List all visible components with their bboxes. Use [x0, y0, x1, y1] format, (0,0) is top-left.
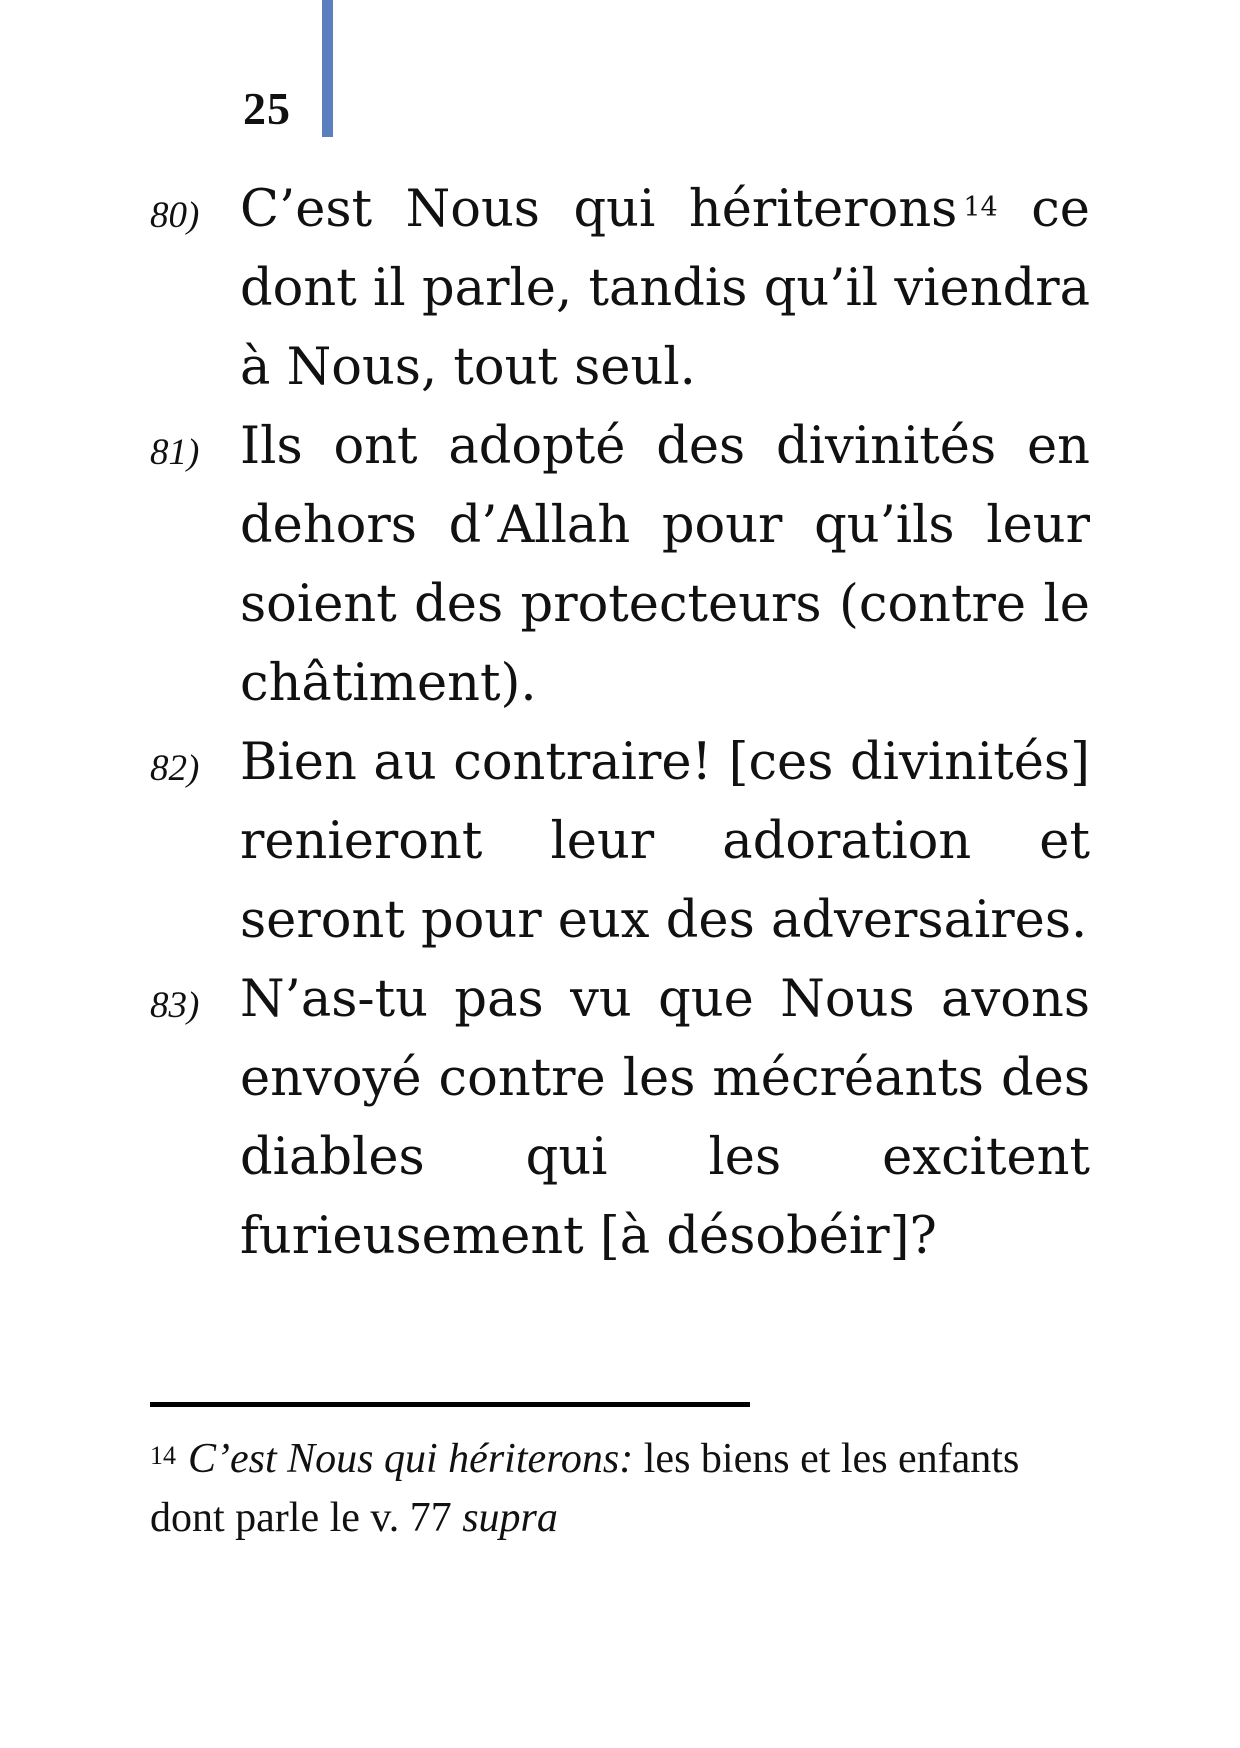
footnote — [150, 1430, 1070, 1548]
verse-number: 81) — [150, 432, 200, 473]
verse-82 — [150, 723, 1090, 960]
verse-number: 82) — [150, 748, 200, 789]
footnote-reference[interactable]: 14 — [963, 192, 998, 223]
verse-number: 83) — [150, 985, 200, 1026]
verse-number: 80) — [150, 195, 200, 236]
verse-text — [240, 170, 1090, 407]
verse-text: Ils ont adopté des divinités en dehors d’Allah pour qu’ils leur soient des protecteurs (contre le châtiment). — [240, 417, 1090, 713]
page-margin-bar — [322, 0, 333, 137]
footnote-italic-end: supra — [462, 1495, 558, 1541]
verse-text-part: ce dont il parle, tandis qu’il viendra à Nous, tout seul. — [240, 180, 1090, 397]
verse-text: N’as-tu pas vu que Nous avons envoyé contre les mécréants des diables qui les excitent furieusement [à désobéir]? — [240, 970, 1090, 1266]
page-number: 25 — [243, 83, 291, 134]
verse-81 — [150, 407, 1090, 723]
footnote-italic-phrase: C’est Nous qui hériterons: — [188, 1436, 634, 1482]
verse-text: Bien au contraire! [ces divinités] renieront leur adoration et seront pour eux des adversaires. — [240, 733, 1090, 950]
footnote-divider — [150, 1402, 750, 1407]
verse-83 — [150, 960, 1090, 1276]
footnote-number: 14 — [150, 1441, 176, 1470]
verse-list — [150, 170, 1090, 1276]
footnote-text: les biens et les enfants dont parle le v. 77 — [150, 1436, 1020, 1541]
verse-80 — [150, 170, 1090, 407]
verse-text-part: C’est Nous qui hériterons — [240, 180, 958, 239]
